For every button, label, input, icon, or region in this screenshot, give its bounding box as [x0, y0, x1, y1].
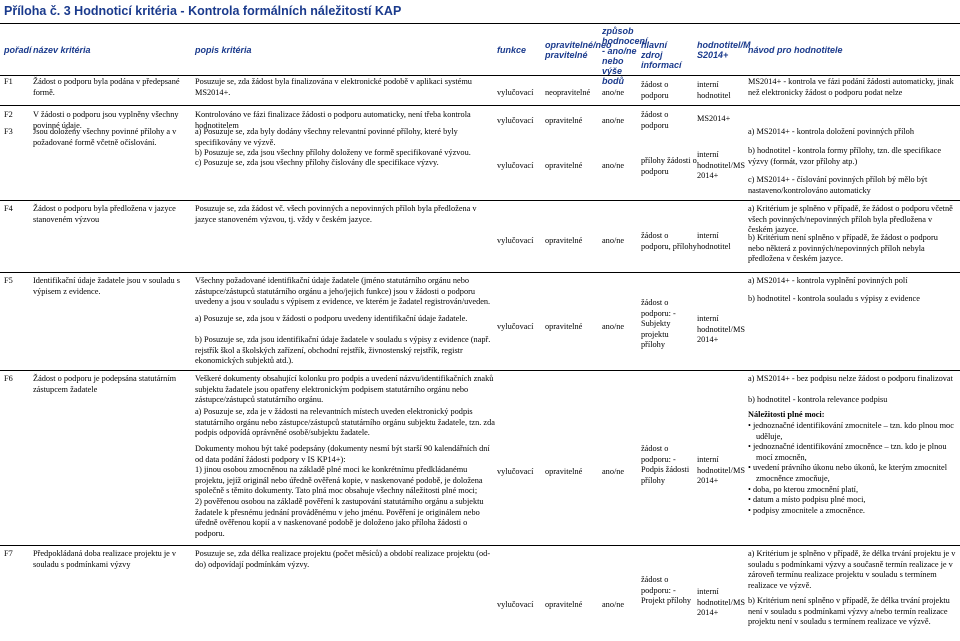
- row-id: F2: [4, 110, 13, 119]
- header-funkce: funkce: [497, 45, 527, 55]
- row-separator: [0, 105, 960, 106]
- row-name: Žádost o podporu byla podána v předepsané formě.: [33, 77, 180, 97]
- row-desc-3: 1) jinou osobou zmocněnou na základě plné moci ke konkrétnímu předkládanému projektu, jejíž originál nebo úředně ověřená kopie, v naskenované podobě, je doložena společně s těmito dokumenty. Tato plná moc obsahuje všechny náležitosti plné moci;: [195, 465, 483, 496]
- row-name: V žádosti o podporu jsou vyplněny všechny povinné údaje.: [33, 110, 179, 130]
- row-opravitelne: opravitelné: [545, 161, 583, 170]
- row-zdroj: žádost o podporu: - Podpis žádosti přílohy: [641, 444, 690, 485]
- row-funkce: vylučovací: [497, 236, 534, 245]
- row-separator: [0, 370, 960, 371]
- row-id: F4: [4, 204, 13, 213]
- row-navod-c: c) MS2014+ - číslování povinných příloh bý mělo být nastaveno/kontrolováno automaticky: [748, 175, 928, 195]
- row-separator: [0, 272, 960, 273]
- row-navod-list: [748, 421, 956, 516]
- list-item: • uvedení právního úkonu nebo úkonů, ke kterým zmocnitel zmocněnce zmocňuje,: [756, 463, 956, 484]
- row-navod-a: a) Kritérium je splněno v případě, že žádost o podporu včetně všech povinných/nepovinných příloh byla předložena v českém jazyce.: [748, 204, 953, 235]
- row-name: Předpokládaná doba realizace projektu je v souladu s podmínkami výzvy: [33, 549, 177, 569]
- header-zpusob: způsob hodnocení - ano/ne nebo výše bodů: [602, 26, 648, 86]
- row-funkce: vylučovací: [497, 467, 534, 476]
- row-opravitelne: neopravitelné: [545, 88, 591, 97]
- row-name: Žádost o podporu je podepsána statutárním zástupcem žadatele: [33, 374, 177, 394]
- row-desc-2: Dokumenty mohou být také podepsány (dokumenty nesmí být starší 90 kalendářních dní od data podání žádosti podpory v IS KP14+):: [195, 444, 490, 464]
- page-title: Příloha č. 3 Hodnoticí kritéria - Kontrola formálních náležitostí KAP: [4, 4, 402, 18]
- row-funkce: vylučovací: [497, 116, 534, 125]
- row-zpusob: ano/ne: [602, 88, 625, 97]
- row-navod-b: b) Kritérium není splněno v případě, že žádost o podporu nebo některá z povinných/nepovinných příloh nebyla předložena v českém jazyce.: [748, 233, 938, 264]
- header-popis: popis kritéria: [195, 45, 252, 55]
- row-navod-a: a) MS2014+ - kontrola vyplnění povinných polí: [748, 276, 908, 285]
- row-opravitelne: opravitelné: [545, 467, 583, 476]
- header-opravitelne: opravitelné/neo pravitelné: [545, 40, 612, 60]
- row-opravitelne: opravitelné: [545, 600, 583, 609]
- top-rule: [0, 23, 960, 24]
- row-separator: [0, 545, 960, 546]
- list-item: • jednoznačné identifikování zmocněnce – tzn. kdo je plnou mocí zmocněn,: [756, 442, 956, 463]
- row-desc: Kontrolováno ve fázi finalizace žádosti o podporu automaticky, není třeba kontrola hodnotitelem: [195, 110, 471, 130]
- row-navod-b: b) hodnotitel - kontrola formy přílohy, tzn. dle specifikace výzvy (formát, vzor přílohy atp.): [748, 146, 941, 166]
- row-id: F5: [4, 276, 13, 285]
- list-item: • podpisy zmocnitele a zmocněnce.: [756, 506, 956, 517]
- row-opravitelne: opravitelné: [545, 322, 583, 331]
- row-separator: [0, 200, 960, 201]
- row-zpusob: ano/ne: [602, 600, 625, 609]
- header-navod: návod pro hodnotitele: [748, 45, 843, 55]
- row-zdroj: žádost o podporu: - Subjekty projektu přílohy: [641, 298, 676, 350]
- row-name: Jsou doloženy všechny povinné přílohy a v požadované formě včetně očíslování.: [33, 127, 177, 147]
- row-hodnotitel: interní hodnotitel/MS 2014+: [697, 455, 745, 486]
- list-item: • jednoznačné identifikování zmocnitele – tzn. kdo plnou moc uděluje,: [756, 421, 956, 442]
- row-hodnotitel: interní hodnotitel: [697, 80, 731, 100]
- row-navod-a: a) Kritérium je splněno v případě, že délka trvání projektu je v souladu s podmínkami výzvy a současně termín realizace je v zároveň termínu realizace projektu v souladu s termínem realizace ve výzvě.: [748, 549, 956, 590]
- header-rule: [0, 75, 960, 76]
- row-hodnotitel: interní hodnotitel: [697, 231, 731, 251]
- row-funkce: vylučovací: [497, 600, 534, 609]
- row-opravitelne: opravitelné: [545, 116, 583, 125]
- row-zdroj: žádost o podporu: - Projekt přílohy: [641, 575, 692, 606]
- row-funkce: vylučovací: [497, 88, 534, 97]
- row-desc: Posuzuje se, zda žádost vč. všech povinných a nepovinných příloh byla předložena v jazyce stanoveném výzvou, tj. vždy v českém jazyce.: [195, 204, 477, 224]
- row-navod-title: Náležitosti plné moci:: [748, 410, 825, 419]
- row-zdroj: žádost o podporu: [641, 80, 669, 100]
- row-navod-b: b) hodnotitel - kontrola relevance podpisu: [748, 395, 888, 404]
- row-desc-a: a) Posuzuje se, zda jsou v žádosti o podporu uvedeny identifikační údaje žadatele.: [195, 314, 468, 323]
- row-desc-b: b) Posuzuje se, zda jsou identifikační údaje žadatele v souladu s výpisy z evidence (např. rejstřík škol a školských zařízení, obchodní rejstřík, živnostenský rejstřík, registr ekonomických subjektů atd.).: [195, 335, 491, 366]
- row-id: F1: [4, 77, 13, 86]
- row-desc-b: b) Posuzuje se, zda jsou všechny přílohy doloženy ve formě specifikované výzvou.: [195, 148, 471, 157]
- row-hodnotitel: MS2014+: [697, 114, 731, 123]
- row-name: Žádost o podporu byla předložena v jazyce stanoveném výzvou: [33, 204, 176, 224]
- row-id: F7: [4, 549, 13, 558]
- row-navod-a: a) MS2014+ - bez podpisu nelze žádost o podporu finalizovat: [748, 374, 953, 383]
- row-desc-1: Veškeré dokumenty obsahující kolonku pro podpis a uvedení názvu/identifikačních znaků subjektu žadatele jsou opatřeny elektronickým podpisem statutárního orgánu nebo zástupce/zástupců statutárního orgánu.: [195, 374, 494, 405]
- row-opravitelne: opravitelné: [545, 236, 583, 245]
- header-zdroj: hlavní zdroj informací: [641, 40, 682, 70]
- row-desc-c: c) Posuzuje se, zda jsou všechny přílohy číslovány dle specifikace výzvy.: [195, 158, 439, 167]
- row-zpusob: ano/ne: [602, 236, 625, 245]
- row-hodnotitel: interní hodnotitel/MS 2014+: [697, 314, 745, 345]
- row-zpusob: ano/ne: [602, 467, 625, 476]
- row-desc: Posuzuje se, zda žádost byla finalizována v elektronické podobě v aplikaci systému MS2014+.: [195, 77, 472, 97]
- row-funkce: vylučovací: [497, 322, 534, 331]
- row-zpusob: ano/ne: [602, 116, 625, 125]
- row-id: F3: [4, 127, 13, 136]
- row-navod: MS2014+ - kontrola ve fázi podání žádosti automaticky, jinak než elektronicky žádost o podporu podat nelze: [748, 77, 954, 97]
- row-zdroj: žádost o podporu, přílohy: [641, 231, 697, 251]
- row-desc-1: Všechny požadované identifikační údaje žadatele (jméno statutárního orgánu nebo zástupce/zástupců statutárního orgánu a jeho/jejich funkce) jsou v žádosti o podporu uvedeny a jsou v souladu s výpisem z evidence, ve kterém je žadatel registrován/uveden.: [195, 276, 491, 307]
- row-navod-b: b) Kritérium není splněno v případě, že délka trvání projektu není v souladu s podmínkami výzvy a/nebo termín realizace projektu není v souladu s termínem realizace ve výzvě.: [748, 596, 950, 627]
- row-zpusob: ano/ne: [602, 161, 625, 170]
- row-desc-4: 2) pověřenou osobou na základě pověření k zastupování statutárního orgánu a subjektu žadatele k přesnému jednání prováděnému v jeho jménu. Pověření je originálem nebo úředně ověřenou kopií a v naskenované podobě je doloženo jako příloha žádosti o podporu.: [195, 497, 484, 538]
- row-desc-a: a) Posuzuje se, zda je v žádosti na relevantních místech uveden elektronický podpis statutárního orgánu nebo zástupce/zástupců statutárního orgánu subjektu žadatele, tzn. zda podpis odpovídá oprávněné osobě/subjektu žadatele.: [195, 407, 495, 438]
- header-poradi: pořadí: [4, 45, 32, 55]
- list-item: • doba, po kterou zmocnění platí,: [756, 485, 956, 496]
- row-navod-b: b) hodnotitel - kontrola souladu s výpisy z evidence: [748, 294, 920, 303]
- row-name: Identifikační údaje žadatele jsou v souladu s výpisem z evidence.: [33, 276, 180, 296]
- row-funkce: vylučovací: [497, 161, 534, 170]
- header-hodnotitel: hodnotitel/M S2014+: [697, 40, 751, 60]
- row-zpusob: ano/ne: [602, 322, 625, 331]
- row-desc: Posuzuje se, zda délka realizace projektu (počet měsíců) a období realizace projektu (od-do) odpovídají podmínkám výzvy.: [195, 549, 491, 569]
- row-hodnotitel: interní hodnotitel/MS 2014+: [697, 150, 745, 181]
- row-zdroj: žádost o podporu: [641, 110, 669, 130]
- row-navod-a: a) MS2014+ - kontrola doložení povinných příloh: [748, 127, 914, 136]
- header-nazev: název kritéria: [33, 45, 91, 55]
- row-zdroj: přílohy žádosti o podporu: [641, 156, 697, 176]
- row-desc-a: a) Posuzuje se, zda byly dodány všechny relevantní povinné přílohy, které byly specifikovány ve výzvě.: [195, 127, 458, 147]
- list-item: • datum a místo podpisu plné moci,: [756, 495, 956, 506]
- row-id: F6: [4, 374, 13, 383]
- row-hodnotitel: interní hodnotitel/MS 2014+: [697, 587, 745, 618]
